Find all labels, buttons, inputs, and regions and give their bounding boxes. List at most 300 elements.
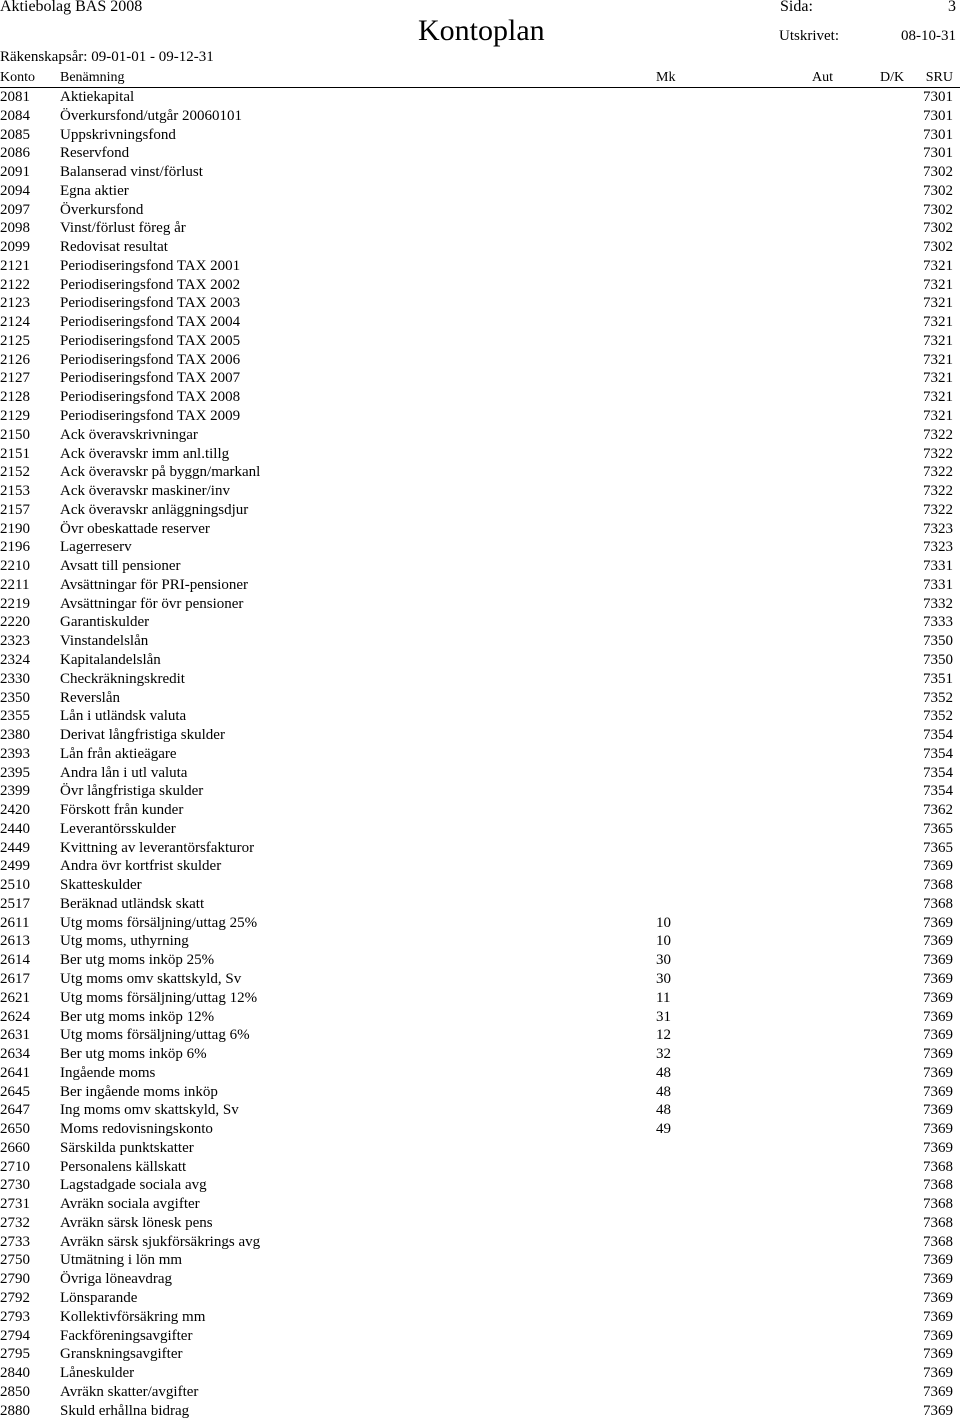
account-sru: 7362	[923, 802, 953, 819]
table-row	[0, 426, 960, 445]
account-sru: 7321	[923, 332, 953, 349]
account-mk: 49	[656, 1121, 671, 1138]
table-row	[0, 613, 960, 632]
table-row	[0, 463, 960, 482]
account-mk: 11	[656, 989, 671, 1006]
account-number: 2617	[0, 970, 30, 987]
account-number: 2517	[0, 895, 30, 912]
account-number: 2645	[0, 1083, 30, 1100]
account-number: 2440	[0, 820, 30, 837]
account-sru: 7302	[923, 182, 953, 199]
account-name: Kapitalandelslån	[60, 651, 161, 668]
account-sru: 7368	[923, 877, 953, 894]
account-name: Avsättningar för övr pensioner	[60, 595, 244, 612]
table-row	[0, 276, 960, 295]
account-number: 2395	[0, 764, 30, 781]
account-number: 2084	[0, 107, 30, 124]
account-name: Ack överavskrivningar	[60, 426, 198, 443]
account-number: 2126	[0, 351, 30, 368]
table-row	[0, 895, 960, 914]
table-row	[0, 1120, 960, 1139]
account-number: 2710	[0, 1158, 30, 1175]
account-sru: 7350	[923, 633, 953, 650]
column-header-konto: Konto	[0, 70, 35, 85]
account-number: 2085	[0, 126, 30, 143]
account-name: Utmätning i lön mm	[60, 1252, 183, 1269]
table-row	[0, 1158, 960, 1177]
account-name: Periodiseringsfond TAX 2002	[60, 276, 241, 293]
table-row	[0, 1064, 960, 1083]
table-row	[0, 839, 960, 858]
account-name: Ingående moms	[60, 1064, 156, 1081]
column-header-sru: SRU	[925, 70, 953, 85]
account-sru: 7350	[923, 651, 953, 668]
account-sru: 7322	[923, 483, 953, 500]
table-row	[0, 557, 960, 576]
account-name: Lagstadgade sociala avg	[60, 1177, 207, 1194]
account-mk: 30	[656, 952, 671, 969]
account-sru: 7333	[923, 614, 953, 631]
account-sru: 7369	[923, 1271, 953, 1288]
account-number: 2611	[0, 914, 30, 931]
account-mk: 10	[656, 914, 671, 931]
account-sru: 7322	[923, 501, 953, 518]
account-sru: 7369	[923, 952, 953, 969]
table-row	[0, 876, 960, 895]
account-sru: 7321	[923, 351, 953, 368]
account-mk: 31	[656, 1008, 671, 1025]
table-row	[0, 1364, 960, 1383]
account-name: Ack överavskr anläggningsdjur	[60, 501, 249, 518]
column-header-mk: Mk	[656, 70, 676, 85]
account-name: Periodiseringsfond TAX 2004	[60, 314, 241, 331]
table-row	[0, 1345, 960, 1364]
table-row	[0, 989, 960, 1008]
account-name: Avräkn sociala avgifter	[60, 1196, 200, 1213]
account-name: Ber ingående moms inköp	[60, 1083, 218, 1100]
account-number: 2151	[0, 445, 30, 462]
account-number: 2122	[0, 276, 30, 293]
table-row	[0, 970, 960, 989]
account-name: Utg moms, uthyrning	[60, 933, 189, 950]
table-row	[0, 951, 960, 970]
account-name: Redovisat resultat	[60, 239, 168, 256]
account-sru: 7369	[923, 858, 953, 875]
account-number: 2097	[0, 201, 30, 218]
table-row	[0, 745, 960, 764]
account-number: 2731	[0, 1196, 30, 1213]
printed-date: 08-10-31	[901, 28, 956, 44]
account-name: Periodiseringsfond TAX 2005	[60, 332, 241, 349]
account-sru: 7369	[923, 970, 953, 987]
account-mk: 48	[656, 1064, 671, 1081]
table-row	[0, 1008, 960, 1027]
table-row	[0, 107, 960, 126]
table-row	[0, 726, 960, 745]
table-row	[0, 1289, 960, 1308]
account-number: 2124	[0, 314, 30, 331]
table-row	[0, 1327, 960, 1346]
table-row	[0, 126, 960, 145]
account-sru: 7368	[923, 1233, 953, 1250]
account-sru: 7331	[923, 576, 953, 593]
account-sru: 7369	[923, 1252, 953, 1269]
account-sru: 7354	[923, 727, 953, 744]
table-row	[0, 1045, 960, 1064]
account-name: Utg moms försäljning/uttag 25%	[60, 914, 258, 931]
account-sru: 7369	[923, 1121, 953, 1138]
account-name: Lönsparande	[60, 1290, 138, 1306]
account-sru: 7321	[923, 276, 953, 293]
account-name: Vinstandelslån	[60, 633, 149, 650]
table-row	[0, 388, 960, 407]
account-name: Överkursfond/utgår 20060101	[60, 107, 243, 124]
table-row	[0, 88, 960, 107]
table-row	[0, 313, 960, 332]
account-name: Checkräkningskredit	[60, 670, 185, 687]
account-name: Leverantörsskulder	[60, 820, 176, 837]
account-sru: 7369	[923, 1327, 953, 1344]
account-number: 2219	[0, 595, 30, 612]
account-name: Andra lån i utl valuta	[60, 764, 188, 781]
table-row	[0, 369, 960, 388]
table-row	[0, 1195, 960, 1214]
account-name: Särskilda punktskatter	[60, 1139, 194, 1156]
account-name: Garantiskulder	[60, 614, 150, 631]
account-number: 2129	[0, 408, 30, 425]
account-number: 2355	[0, 708, 30, 725]
account-name: Utg moms omv skattskyld, Sv	[60, 970, 242, 987]
account-number: 2196	[0, 539, 30, 556]
account-sru: 7352	[923, 689, 953, 706]
account-number: 2125	[0, 332, 30, 349]
account-name: Ing moms omv skattskyld, Sv	[60, 1102, 239, 1119]
account-sru: 7322	[923, 426, 953, 443]
table-row	[0, 764, 960, 783]
account-sru: 7321	[923, 408, 953, 425]
account-name: Lagerreserv	[60, 539, 132, 556]
account-mk: 30	[656, 970, 671, 987]
fiscal-year: Räkenskapsår: 09-01-01 - 09-12-31	[0, 49, 214, 65]
table-row	[0, 351, 960, 370]
account-name: Ber utg moms inköp 12%	[60, 1008, 215, 1025]
account-number: 2099	[0, 239, 30, 256]
account-number: 2420	[0, 802, 30, 819]
account-name: Reservfond	[60, 145, 130, 162]
table-row	[0, 445, 960, 464]
account-number: 2127	[0, 370, 30, 387]
account-mk: 10	[656, 933, 671, 950]
account-sru: 7354	[923, 764, 953, 781]
table-row	[0, 820, 960, 839]
account-number: 2152	[0, 464, 30, 481]
account-sru: 7369	[923, 1365, 953, 1382]
account-name: Reverslån	[60, 689, 120, 706]
account-name: Egna aktier	[60, 182, 129, 199]
table-row	[0, 294, 960, 313]
table-row	[0, 257, 960, 276]
account-sru: 7352	[923, 708, 953, 725]
account-name: Periodiseringsfond TAX 2008	[60, 389, 241, 406]
account-number: 2153	[0, 483, 30, 500]
account-number: 2399	[0, 783, 30, 800]
account-number: 2790	[0, 1271, 30, 1288]
account-number: 2733	[0, 1233, 30, 1250]
account-name: Skatteskulder	[60, 877, 142, 894]
account-number: 2499	[0, 858, 30, 875]
account-name: Ack överavskr på byggn/markanl	[60, 464, 261, 481]
account-name: Avsatt till pensioner	[60, 558, 181, 575]
table-row	[0, 707, 960, 726]
account-number: 2091	[0, 164, 30, 181]
account-sru: 7369	[923, 1102, 953, 1119]
table-row	[0, 632, 960, 651]
account-number: 2220	[0, 614, 30, 631]
printed-label: Utskrivet:	[779, 28, 839, 44]
account-number: 2614	[0, 952, 30, 969]
account-number: 2210	[0, 558, 30, 575]
account-number: 2732	[0, 1214, 30, 1231]
account-name: Lån i utländsk valuta	[60, 708, 187, 725]
account-name: Andra övr kortfrist skulder	[60, 858, 222, 875]
account-sru: 7369	[923, 1402, 953, 1419]
account-sru: 7302	[923, 220, 953, 237]
account-sru: 7368	[923, 895, 953, 912]
account-number: 2330	[0, 670, 30, 687]
account-sru: 7365	[923, 839, 953, 856]
account-name: Ack överavskr maskiner/inv	[60, 483, 230, 500]
account-name: Periodiseringsfond TAX 2003	[60, 295, 241, 312]
account-name: Skuld erhållna bidrag	[60, 1402, 190, 1419]
account-sru: 7351	[923, 670, 953, 687]
account-number: 2098	[0, 220, 30, 237]
table-row	[0, 1251, 960, 1270]
account-sru: 7365	[923, 820, 953, 837]
account-number: 2324	[0, 651, 30, 668]
account-name: Lån från aktieägare	[60, 745, 177, 762]
account-name: Övriga löneavdrag	[60, 1271, 173, 1288]
account-list	[0, 88, 960, 1420]
account-number: 2631	[0, 1027, 30, 1044]
page-label: Sida:	[780, 0, 813, 15]
table-row	[0, 238, 960, 257]
account-sru: 7322	[923, 445, 953, 462]
account-name: Fackföreningsavgifter	[60, 1327, 193, 1344]
account-mk: 32	[656, 1046, 671, 1063]
account-number: 2094	[0, 182, 30, 199]
table-row	[0, 914, 960, 933]
account-number: 2650	[0, 1121, 30, 1138]
account-sru: 7369	[923, 1083, 953, 1100]
table-row	[0, 201, 960, 220]
account-number: 2840	[0, 1365, 30, 1382]
account-name: Periodiseringsfond TAX 2006	[60, 351, 241, 368]
table-row	[0, 1026, 960, 1045]
account-sru: 7368	[923, 1158, 953, 1175]
account-number: 2350	[0, 689, 30, 706]
column-header-dk: D/K	[880, 70, 905, 85]
table-row	[0, 501, 960, 520]
table-row	[0, 782, 960, 801]
account-number: 2730	[0, 1177, 30, 1194]
account-name: Övr obeskattade reserver	[60, 520, 210, 537]
account-sru: 7354	[923, 745, 953, 762]
table-row	[0, 219, 960, 238]
account-sru: 7321	[923, 389, 953, 406]
account-name: Derivat långfristiga skulder	[60, 727, 225, 744]
table-row	[0, 689, 960, 708]
account-sru: 7301	[923, 89, 953, 105]
account-name: Kollektivförsäkring mm	[60, 1308, 206, 1325]
account-number: 2081	[0, 89, 30, 105]
account-sru: 7369	[923, 1139, 953, 1156]
table-row	[0, 1083, 960, 1102]
account-number: 2123	[0, 295, 30, 312]
account-number: 2850	[0, 1383, 30, 1400]
account-number: 2613	[0, 933, 30, 950]
table-row	[0, 1383, 960, 1402]
account-sru: 7302	[923, 201, 953, 218]
account-number: 2750	[0, 1252, 30, 1269]
account-name: Granskningsavgifter	[60, 1346, 183, 1363]
table-row	[0, 1270, 960, 1289]
account-sru: 7368	[923, 1177, 953, 1194]
table-row	[0, 801, 960, 820]
account-number: 2323	[0, 633, 30, 650]
account-sru: 7302	[923, 239, 953, 256]
account-name: Periodiseringsfond TAX 2001	[60, 257, 241, 274]
table-row	[0, 1402, 960, 1421]
account-sru: 7321	[923, 370, 953, 387]
column-header-benamning: Benämning	[60, 70, 125, 85]
account-number: 2150	[0, 426, 30, 443]
account-sru: 7323	[923, 520, 953, 537]
account-number: 2128	[0, 389, 30, 406]
company-name: Aktiebolag BAS 2008	[0, 0, 143, 15]
account-sru: 7369	[923, 1346, 953, 1363]
account-number: 2449	[0, 839, 30, 856]
table-row	[0, 576, 960, 595]
account-sru: 7369	[923, 1027, 953, 1044]
account-number: 2621	[0, 989, 30, 1006]
table-row	[0, 1176, 960, 1195]
account-name: Ber utg moms inköp 25%	[60, 952, 215, 969]
table-row	[0, 857, 960, 876]
account-sru: 7332	[923, 595, 953, 612]
account-name: Utg moms försäljning/uttag 6%	[60, 1027, 250, 1044]
account-number: 2393	[0, 745, 30, 762]
account-mk: 12	[656, 1027, 671, 1044]
account-name: Moms redovisningskonto	[60, 1121, 213, 1138]
table-row	[0, 163, 960, 182]
account-name: Beräknad utländsk skatt	[60, 895, 205, 912]
table-row	[0, 1214, 960, 1233]
account-sru: 7369	[923, 1046, 953, 1063]
account-sru: 7301	[923, 107, 953, 124]
column-header-aut: Aut	[812, 70, 833, 85]
account-sru: 7321	[923, 314, 953, 331]
account-name: Utg moms försäljning/uttag 12%	[60, 989, 258, 1006]
account-number: 2157	[0, 501, 30, 518]
account-sru: 7354	[923, 783, 953, 800]
account-number: 2880	[0, 1402, 30, 1419]
table-row	[0, 332, 960, 351]
account-sru: 7369	[923, 1064, 953, 1081]
table-row	[0, 482, 960, 501]
table-row	[0, 1308, 960, 1327]
account-sru: 7301	[923, 126, 953, 143]
account-name: Förskott från kunder	[60, 802, 184, 819]
account-mk: 48	[656, 1102, 671, 1119]
page-title: Kontoplan	[418, 14, 545, 47]
account-number: 2794	[0, 1327, 30, 1344]
account-sru: 7331	[923, 558, 953, 575]
account-sru: 7323	[923, 539, 953, 556]
account-number: 2624	[0, 1008, 30, 1025]
account-sru: 7368	[923, 1196, 953, 1213]
account-name: Överkursfond	[60, 201, 144, 218]
account-sru: 7302	[923, 164, 953, 181]
account-name: Kvittning av leverantörsfakturor	[60, 839, 255, 856]
table-row	[0, 182, 960, 201]
account-number: 2380	[0, 727, 30, 744]
account-name: Periodiseringsfond TAX 2007	[60, 370, 241, 387]
account-sru: 7322	[923, 464, 953, 481]
account-number: 2211	[0, 576, 30, 593]
account-number: 2795	[0, 1346, 30, 1363]
account-number: 2634	[0, 1046, 30, 1063]
account-name: Avräkn särsk lönesk pens	[60, 1214, 213, 1231]
account-number: 2641	[0, 1064, 30, 1081]
account-number: 2510	[0, 877, 30, 894]
table-row	[0, 651, 960, 670]
table-row	[0, 932, 960, 951]
page-number: 3	[948, 0, 956, 15]
account-name: Uppskrivningsfond	[60, 126, 176, 143]
account-name: Avräkn skatter/avgifter	[60, 1383, 199, 1400]
account-sru: 7321	[923, 257, 953, 274]
account-number: 2792	[0, 1290, 30, 1306]
table-row	[0, 1101, 960, 1120]
account-name: Ack överavskr imm anl.tillg	[60, 445, 230, 462]
account-name: Aktiekapital	[60, 89, 135, 105]
account-name: Avräkn särsk sjukförsäkrings avg	[60, 1233, 261, 1250]
account-name: Låneskulder	[60, 1365, 135, 1382]
account-name: Periodiseringsfond TAX 2009	[60, 408, 241, 425]
account-number: 2190	[0, 520, 30, 537]
account-sru: 7369	[923, 989, 953, 1006]
account-number: 2660	[0, 1139, 30, 1156]
account-sru: 7369	[923, 1008, 953, 1025]
account-mk: 48	[656, 1083, 671, 1100]
account-name: Avsättningar för PRI-pensioner	[60, 576, 249, 593]
table-row	[0, 407, 960, 426]
account-sru: 7369	[923, 1383, 953, 1400]
account-sru: 7369	[923, 1290, 953, 1306]
account-name: Balanserad vinst/förlust	[60, 164, 203, 181]
account-sru: 7369	[923, 933, 953, 950]
table-row	[0, 520, 960, 539]
account-name: Ber utg moms inköp 6%	[60, 1046, 207, 1063]
account-name: Personalens källskatt	[60, 1158, 187, 1175]
table-row	[0, 538, 960, 557]
table-row	[0, 144, 960, 163]
table-row	[0, 1233, 960, 1252]
account-name: Vinst/förlust föreg år	[60, 220, 186, 237]
account-sru: 7321	[923, 295, 953, 312]
account-sru: 7369	[923, 914, 953, 931]
account-sru: 7368	[923, 1214, 953, 1231]
